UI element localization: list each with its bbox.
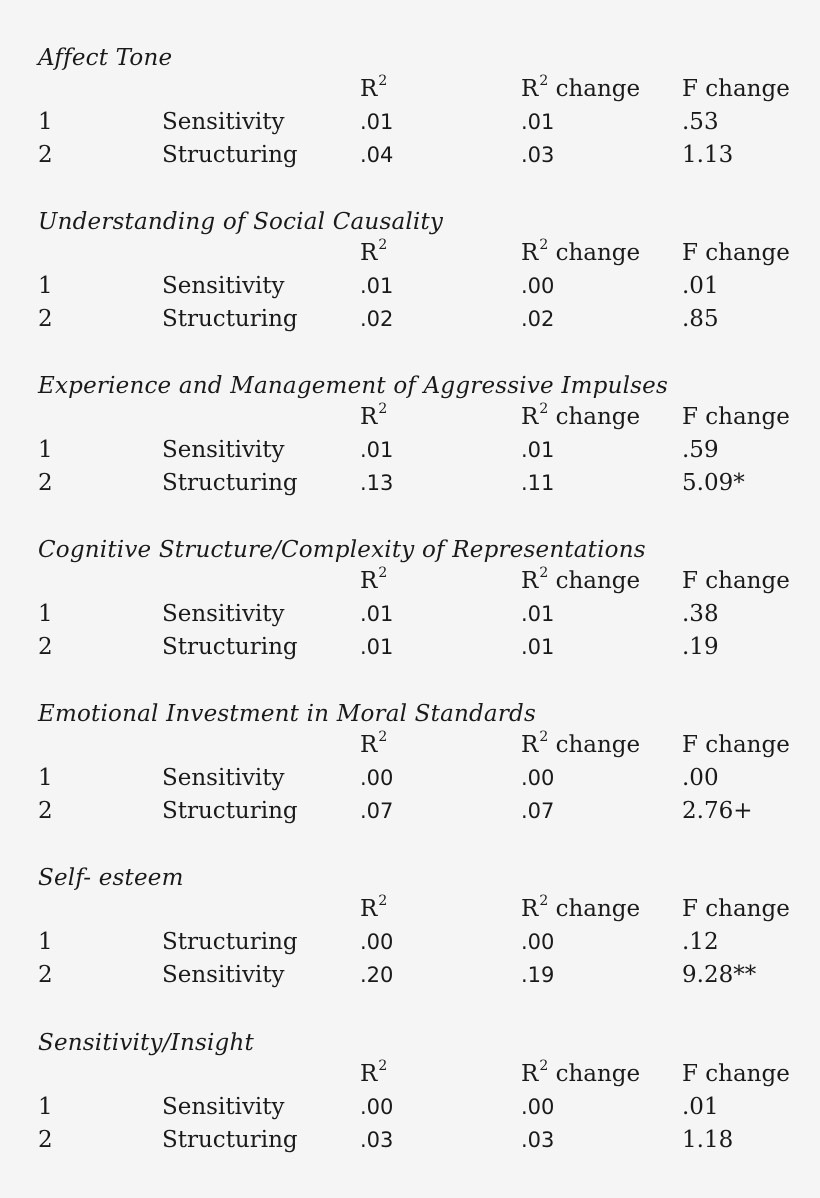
r2-header: $R^2$	[360, 893, 388, 922]
step-number: 2	[38, 470, 53, 496]
predictor-variable: Structuring	[162, 1127, 298, 1153]
r2-header: $R^2$	[360, 401, 388, 430]
r2-change-header: $R^2$ change	[521, 73, 641, 102]
section-title: Cognitive Structure/Complexity of Representations	[38, 537, 646, 563]
step-number: 1	[38, 601, 53, 627]
column-header-row	[0, 893, 820, 926]
f-change-value: .01	[682, 1094, 719, 1120]
f-change-value: .85	[682, 306, 719, 332]
section-social-causality	[0, 206, 820, 356]
r2-value: .01	[360, 438, 394, 462]
section-aggressive-impulses	[0, 370, 820, 520]
r2-change-header: $R^2$ change	[521, 401, 641, 430]
section-moral-standards	[0, 698, 820, 848]
table-row	[0, 762, 820, 795]
table-row	[0, 959, 820, 992]
f-change-value: .12	[682, 929, 719, 955]
predictor-variable: Sensitivity	[162, 765, 285, 791]
f-change-value: .00	[682, 765, 719, 791]
r2-change-value: .11	[521, 471, 555, 495]
r2-change-value: .00	[521, 766, 555, 790]
f-change-header: F change	[682, 404, 790, 430]
step-number: 2	[38, 1127, 53, 1153]
f-change-header: F change	[682, 240, 790, 266]
table-row	[0, 631, 820, 664]
r2-value: .01	[360, 635, 394, 659]
f-change-value: .53	[682, 109, 719, 135]
column-header-row	[0, 237, 820, 270]
r2-change-value: .00	[521, 274, 555, 298]
table-row	[0, 303, 820, 336]
f-change-value: 9.28**	[682, 962, 757, 988]
f-change-header: F change	[682, 568, 790, 594]
r2-value: .03	[360, 1128, 394, 1152]
r2-change-value: .00	[521, 930, 555, 954]
predictor-variable: Sensitivity	[162, 601, 285, 627]
table-row	[0, 926, 820, 959]
f-change-value: 1.13	[682, 142, 734, 168]
r2-change-header: $R^2$ change	[521, 893, 641, 922]
f-change-value: .38	[682, 601, 719, 627]
r2-change-value: .01	[521, 602, 555, 626]
r2-change-value: .19	[521, 963, 555, 987]
f-change-header: F change	[682, 896, 790, 922]
table-row	[0, 1091, 820, 1124]
predictor-variable: Structuring	[162, 634, 298, 660]
table-row	[0, 1124, 820, 1157]
predictor-variable: Structuring	[162, 929, 298, 955]
predictor-variable: Structuring	[162, 798, 298, 824]
table-row	[0, 106, 820, 139]
table-row	[0, 795, 820, 828]
r2-change-value: .07	[521, 799, 555, 823]
table-row	[0, 467, 820, 500]
f-change-header: F change	[682, 76, 790, 102]
r2-header: $R^2$	[360, 237, 388, 266]
f-change-value: .59	[682, 437, 719, 463]
section-sensitivity-insight	[0, 1027, 820, 1177]
r2-header: $R^2$	[360, 73, 388, 102]
predictor-variable: Structuring	[162, 470, 298, 496]
r2-change-value: .01	[521, 635, 555, 659]
r2-change-value: .00	[521, 1095, 555, 1119]
predictor-variable: Sensitivity	[162, 273, 285, 299]
column-header-row	[0, 73, 820, 106]
r2-change-header: $R^2$ change	[521, 565, 641, 594]
step-number: 1	[38, 765, 53, 791]
r2-change-value: .01	[521, 110, 555, 134]
r2-header: $R^2$	[360, 1058, 388, 1087]
r2-value: .07	[360, 799, 394, 823]
r2-value: .02	[360, 307, 394, 331]
section-cognitive-structure	[0, 534, 820, 684]
step-number: 1	[38, 1094, 53, 1120]
step-number: 2	[38, 306, 53, 332]
table-row	[0, 270, 820, 303]
r2-change-value: .03	[521, 1128, 555, 1152]
step-number: 1	[38, 273, 53, 299]
section-title: Emotional Investment in Moral Standards	[38, 701, 536, 727]
r2-value: .01	[360, 110, 394, 134]
predictor-variable: Sensitivity	[162, 962, 285, 988]
table-row	[0, 434, 820, 467]
r2-change-header: $R^2$ change	[521, 1058, 641, 1087]
f-change-value: 5.09*	[682, 470, 745, 496]
r2-value: .04	[360, 143, 394, 167]
r2-value: .00	[360, 766, 394, 790]
predictor-variable: Structuring	[162, 306, 298, 332]
column-header-row	[0, 729, 820, 762]
column-header-row	[0, 565, 820, 598]
r2-header: $R^2$	[360, 565, 388, 594]
table-row	[0, 139, 820, 172]
predictor-variable: Sensitivity	[162, 437, 285, 463]
step-number: 2	[38, 798, 53, 824]
step-number: 2	[38, 142, 53, 168]
column-header-row	[0, 1058, 820, 1091]
step-number: 2	[38, 962, 53, 988]
r2-value: .00	[360, 930, 394, 954]
section-title: Self- esteem	[38, 865, 184, 891]
r2-change-value: .03	[521, 143, 555, 167]
f-change-header: F change	[682, 732, 790, 758]
predictor-variable: Sensitivity	[162, 1094, 285, 1120]
step-number: 2	[38, 634, 53, 660]
r2-value: .01	[360, 602, 394, 626]
predictor-variable: Structuring	[162, 142, 298, 168]
r2-change-header: $R^2$ change	[521, 237, 641, 266]
r2-change-header: $R^2$ change	[521, 729, 641, 758]
f-change-value: 2.76+	[682, 798, 753, 824]
f-change-value: .01	[682, 273, 719, 299]
section-affect-tone	[0, 42, 820, 192]
r2-change-value: .02	[521, 307, 555, 331]
f-change-header: F change	[682, 1061, 790, 1087]
r2-header: $R^2$	[360, 729, 388, 758]
section-title: Experience and Management of Aggressive Impulses	[38, 373, 668, 399]
section-title: Sensitivity/Insight	[38, 1030, 254, 1056]
section-title: Understanding of Social Causality	[38, 209, 444, 235]
column-header-row	[0, 401, 820, 434]
r2-value: .00	[360, 1095, 394, 1119]
step-number: 1	[38, 437, 53, 463]
f-change-value: 1.18	[682, 1127, 734, 1153]
r2-value: .01	[360, 274, 394, 298]
step-number: 1	[38, 929, 53, 955]
table-row	[0, 598, 820, 631]
r2-value: .20	[360, 963, 394, 987]
f-change-value: .19	[682, 634, 719, 660]
section-title: Affect Tone	[38, 45, 173, 71]
predictor-variable: Sensitivity	[162, 109, 285, 135]
step-number: 1	[38, 109, 53, 135]
r2-change-value: .01	[521, 438, 555, 462]
section-self-esteem	[0, 862, 820, 1012]
r2-value: .13	[360, 471, 394, 495]
